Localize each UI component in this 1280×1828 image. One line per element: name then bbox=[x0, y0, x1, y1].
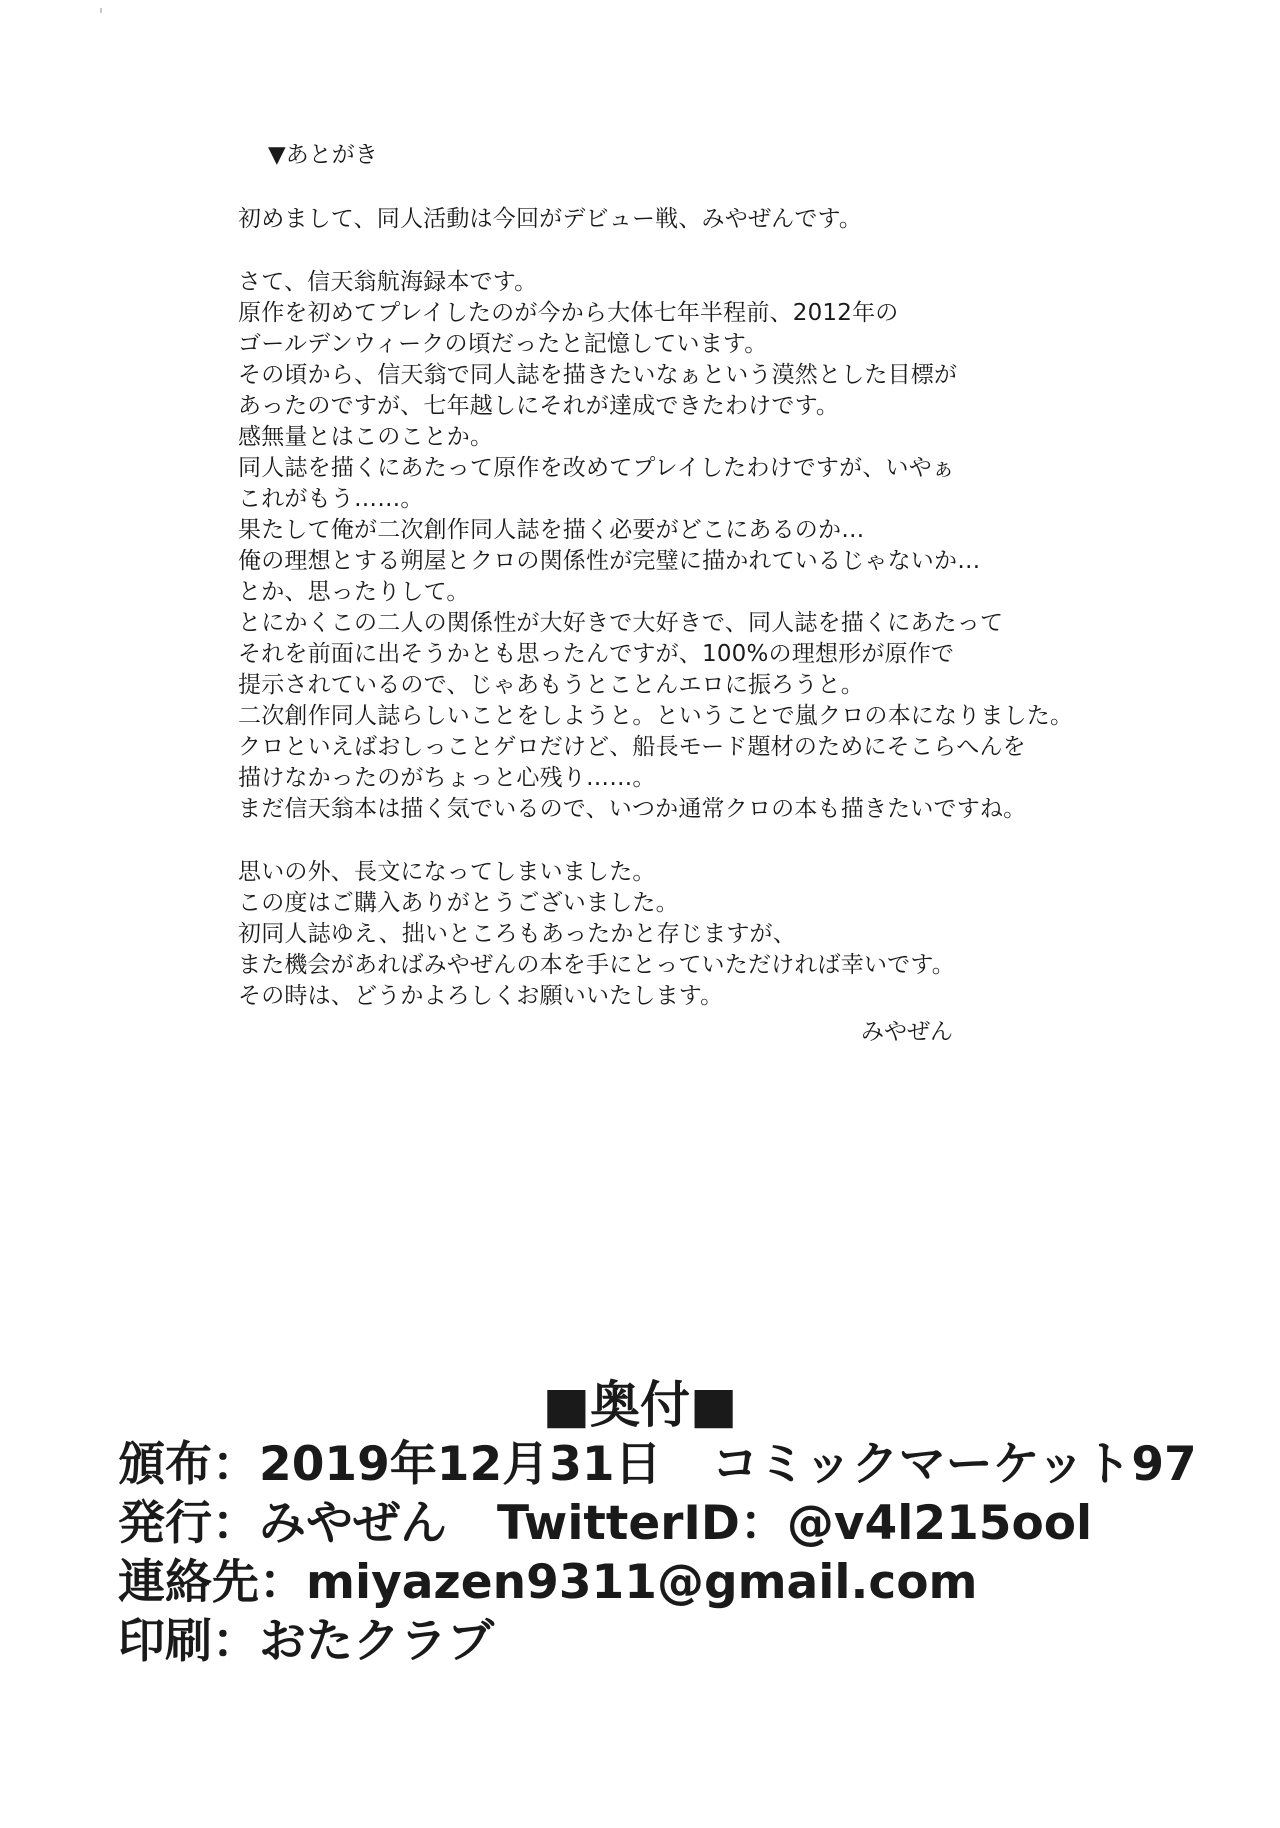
text-line: その時は、どうかよろしくお願いいたします。 bbox=[238, 983, 724, 1009]
afterword-paragraph-3 bbox=[238, 857, 1118, 1012]
text-line: まだ信天翁本は描く気でいるので、いつか通常クロの本も描きたいですね。 bbox=[238, 796, 1027, 822]
afterword-heading: ▼あとがき bbox=[268, 142, 378, 168]
text-line: 思いの外、長文になってしまいました。 bbox=[238, 859, 656, 885]
scan-mark bbox=[100, 8, 102, 13]
text-line: 同人誌を描くにあたって原作を改めてプレイしたわけですが、いやぁ bbox=[238, 455, 956, 481]
printer-name: おたクラブ bbox=[259, 1614, 494, 1669]
publisher-name: みやぜん bbox=[259, 1496, 447, 1551]
afterword-paragraph-2 bbox=[238, 267, 1118, 825]
text-line: この度はご購入ありがとうございました。 bbox=[238, 890, 679, 916]
distribution-label: 頒布： bbox=[118, 1437, 259, 1492]
colophon-publisher-row bbox=[118, 1494, 1197, 1553]
colophon-printer-row bbox=[118, 1612, 1197, 1671]
text-line: 原作を初めてプレイしたのが今から大体七年半程前、2012年の bbox=[238, 300, 899, 326]
text-line: また機会があればみやぜんの本を手にとっていただければ幸いです。 bbox=[238, 952, 955, 978]
text-line: 初めまして、同人活動は今回がデビュー戦、みやぜんです。 bbox=[238, 206, 863, 232]
text-line: とにかくこの二人の関係性が大好きで大好きで、同人誌を描くにあたって bbox=[238, 610, 1004, 636]
twitter-label: TwitterID： bbox=[497, 1496, 787, 1551]
publisher-label: 発行： bbox=[118, 1496, 259, 1551]
text-line: 提示されているので、じゃあもうとことんエロに振ろうと。 bbox=[238, 672, 864, 698]
distribution-event: コミックマーケット97 bbox=[711, 1437, 1197, 1492]
colophon-title: ■奥付■ bbox=[542, 1376, 738, 1434]
text-line: 描けなかったのがちょっと心残り……。 bbox=[238, 765, 656, 791]
twitter-handle: @v4l215ool bbox=[786, 1496, 1093, 1551]
text-line: 二次創作同人誌らしいことをしようと。ということで嵐クロの本になりました。 bbox=[238, 703, 1074, 729]
text-line: 初同人誌ゆえ、拙いところもあったかと存じますが、 bbox=[238, 921, 796, 947]
colophon-distribution-row bbox=[118, 1435, 1197, 1494]
contact-label: 連絡先： bbox=[118, 1555, 306, 1610]
text-line: クロといえばおしっことゲロだけど、船長モード題材のためにそこらへんを bbox=[238, 734, 1026, 760]
text-line: 俺の理想とする朔屋とクロの関係性が完璧に描かれているじゃないか… bbox=[238, 548, 981, 574]
text-line: 果たして俺が二次創作同人誌を描く必要がどこにあるのか… bbox=[238, 517, 865, 543]
text-line: 感無量とはこのことか。 bbox=[238, 424, 494, 450]
text-line: それを前面に出そうかとも思ったんですが、100%の理想形が原作で bbox=[238, 641, 955, 667]
text-line: さて、信天翁航海録本です。 bbox=[238, 269, 538, 295]
text-line: これがもう……。 bbox=[238, 486, 424, 512]
afterword-paragraph-1 bbox=[238, 204, 1118, 235]
text-line: とか、思ったりして。 bbox=[238, 579, 470, 605]
text-line: ゴールデンウィークの頃だったと記憶しています。 bbox=[238, 331, 768, 357]
afterword-body bbox=[238, 204, 1118, 1044]
text-line: その頃から、信天翁で同人誌を描きたいなぁという漠然とした目標が bbox=[238, 362, 958, 388]
colophon-contact-row bbox=[118, 1553, 1197, 1612]
contact-email: miyazen9311@gmail.com bbox=[306, 1555, 978, 1610]
distribution-date: 2019年12月31日 bbox=[259, 1437, 662, 1492]
text-line: あったのですが、七年越しにそれが達成できたわけです。 bbox=[238, 393, 840, 419]
afterword-signature: みやぜん bbox=[861, 1019, 953, 1045]
printer-label: 印刷： bbox=[118, 1614, 259, 1669]
colophon bbox=[118, 1435, 1197, 1671]
